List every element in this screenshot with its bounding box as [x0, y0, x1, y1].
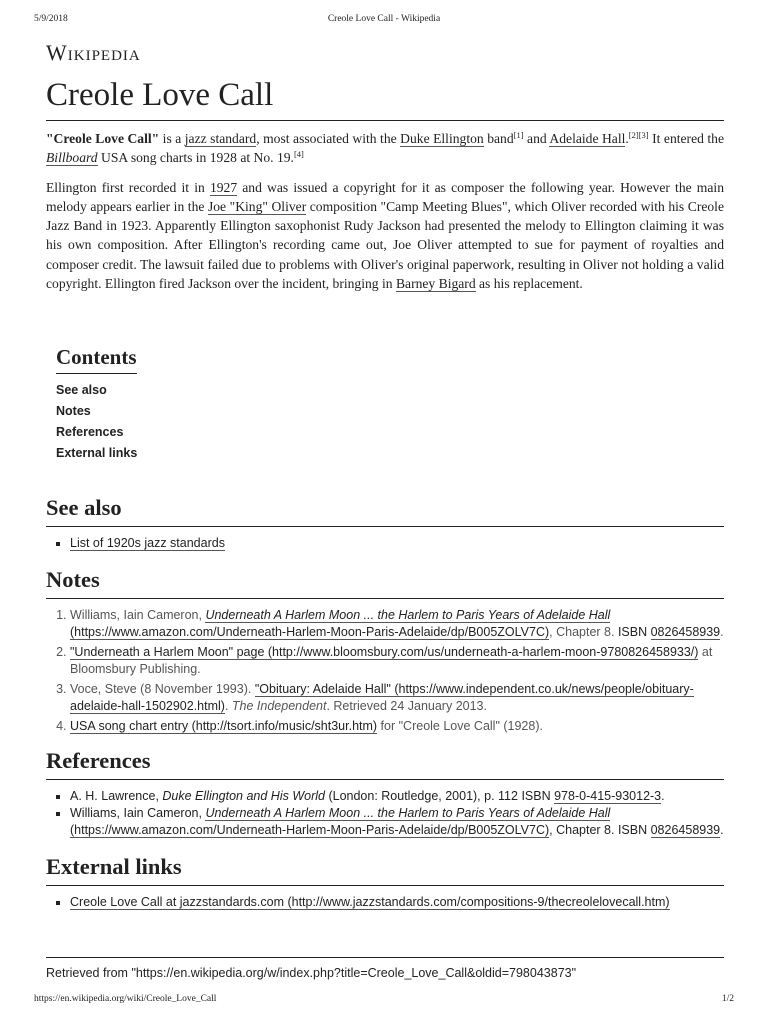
text: . — [224, 699, 232, 714]
link-jazzstandards[interactable]: Creole Love Call at jazzstandards.com (http://www.jazzstandards.com/compositions-9/thecreolelovecall.htm) — [70, 895, 670, 910]
article-content — [46, 74, 724, 911]
lead-term: "Creole Love Call" — [46, 131, 160, 146]
text: (London: Routledge, 2001), p. 112 — [324, 789, 522, 804]
link-usa-song-chart-entry[interactable]: USA song chart entry (http://tsort.info/music/sht3ur.htm) — [70, 719, 378, 734]
link-billboard[interactable]: Billboard — [46, 150, 98, 166]
heading-references: References — [46, 747, 724, 780]
link-joe-king-oliver[interactable]: Joe "King" Oliver — [207, 198, 307, 214]
link-isbn[interactable]: ISBN — [521, 789, 551, 804]
link-bloomsbury-page[interactable]: "Underneath a Harlem Moon" page (http://www.bloomsbury.com/us/underneath-a-harlem-moon-9780826458933/) — [70, 645, 699, 660]
intro-paragraph — [46, 129, 724, 168]
link-adelaide-hall[interactable]: Adelaide Hall — [549, 131, 626, 146]
text: , Chapter 8. — [549, 823, 618, 838]
text: Ellington first recorded it in — [46, 179, 210, 195]
link-isbn-value[interactable]: 0826458939 — [650, 823, 721, 838]
section-see-also — [46, 494, 724, 552]
wikipedia-wordmark[interactable] — [46, 40, 141, 66]
text: Underneath A Harlem Moon ... the Harlem to Paris Years of Adelaide Hall — [205, 608, 611, 623]
citation-1[interactable]: [1] — [513, 130, 524, 140]
toc-item-notes[interactable]: Notes — [56, 404, 91, 419]
reference-2 — [70, 805, 724, 839]
heading-external-links: External links — [46, 853, 724, 886]
page-title: Creole Love Call — [46, 74, 724, 121]
text: . — [625, 131, 629, 146]
note-1 — [70, 607, 724, 641]
wordmark-text: Wikipedia — [46, 40, 141, 65]
text: Voce, Steve (8 November 1993). — [70, 682, 255, 697]
text: as his replacement. — [475, 276, 583, 292]
section-notes — [46, 566, 724, 735]
text: . — [661, 789, 665, 804]
text: Williams, Iain Cameron, — [70, 806, 206, 821]
text: (https://www.amazon.com/Underneath-Harlem-Moon-Paris-Adelaide/dp/B005ZOLV7C) — [70, 625, 550, 640]
text: , most associated with the — [256, 131, 401, 146]
link-isbn-value[interactable]: 978-0-415-93012-3 — [554, 789, 662, 804]
link-duke-ellington[interactable]: Duke Ellington — [400, 131, 484, 146]
print-date: 5/9/2018 — [34, 14, 68, 24]
text: , Chapter 8. — [549, 625, 618, 640]
text: A. H. Lawrence, — [70, 789, 163, 804]
citation-4[interactable]: [4] — [293, 149, 304, 160]
text: (https://www.amazon.com/Underneath-Harlem-Moon-Paris-Adelaide/dp/B005ZOLV7C) — [70, 823, 550, 838]
link-jazz-standard[interactable]: jazz standard — [184, 131, 257, 146]
list-item — [70, 894, 724, 911]
text: Duke Ellington and His World — [162, 789, 325, 804]
print-header — [34, 14, 734, 28]
heading-notes: Notes — [46, 566, 724, 599]
print-page-number: 1/2 — [721, 994, 734, 1004]
table-of-contents — [56, 345, 724, 464]
history-paragraph — [46, 178, 724, 294]
section-references — [46, 747, 724, 839]
link-isbn[interactable]: ISBN — [617, 625, 648, 640]
reference-1 — [70, 788, 724, 805]
text: Underneath A Harlem Moon ... the Harlem to Paris Years of Adelaide Hall — [205, 806, 611, 821]
link-1920s-jazz-standards[interactable]: List of 1920s jazz standards — [70, 536, 225, 551]
text: band — [483, 131, 514, 146]
list-item — [70, 535, 724, 552]
text: . — [720, 823, 724, 838]
text: It entered the — [648, 131, 725, 146]
text: for "Creole Love Call" (1928). — [377, 719, 543, 734]
note-2 — [70, 644, 724, 678]
text: . Retrieved 24 January 2013. — [326, 699, 487, 714]
note-3 — [70, 681, 724, 715]
print-footer — [34, 994, 734, 1008]
print-title: Creole Love Call - Wikipedia — [327, 14, 441, 24]
section-external-links — [46, 853, 724, 911]
text: at Bloomsbury Publishing. — [70, 645, 713, 677]
text: Williams, Iain Cameron, — [70, 608, 206, 623]
citation-2-3[interactable]: [2][3] — [628, 130, 649, 140]
text: and was issued a copyright for it as composer the following year. However the main melody appears earlier in the — [46, 179, 724, 214]
link-barney-bigard[interactable]: Barney Bigard — [395, 276, 476, 292]
link-isbn[interactable]: ISBN — [617, 823, 648, 838]
note-4 — [70, 718, 724, 735]
link-isbn-value[interactable]: 0826458939 — [650, 625, 721, 640]
retrieved-from: Retrieved from "https://en.wikipedia.org/w/index.php?title=Creole_Love_Call&oldid=798043873" — [46, 957, 724, 980]
text: The Independent — [231, 699, 327, 714]
toc-item-external-links[interactable]: External links — [56, 446, 138, 461]
text: and — [523, 131, 550, 146]
print-url: https://en.wikipedia.org/wiki/Creole_Love_Call — [34, 994, 217, 1004]
text: . — [720, 625, 724, 640]
heading-see-also: See also — [46, 494, 724, 527]
toc-title: Contents — [56, 345, 137, 374]
text: composition "Camp Meeting Blues", which Oliver recorded with his Creole Jazz Band in 1923. Apparently Ellington saxophonist Rudy Jackson had presented the melody to Ellington claiming it was his own composition. After Ellington's recording came out, Joe Oliver attempted to sue for payment of royalties and composer credit. The lawsuit failed due to problems with Oliver's original paperwork, resulting in Oliver not holding a valid copyright. Ellington fired Jackson over the incident, bringing in — [46, 198, 724, 292]
link-obituary-adelaide-hall[interactable]: "Obituary: Adelaide Hall" (https://www.independent.co.uk/news/people/obituary-adelaide-hall-1502902.html) — [70, 682, 694, 714]
text: is a — [159, 131, 185, 146]
text: USA song charts in 1928 at No. 19. — [97, 150, 294, 166]
link-1927[interactable]: 1927 — [209, 179, 238, 195]
toc-item-references[interactable]: References — [56, 425, 124, 440]
toc-item-see-also[interactable]: See also — [56, 383, 107, 398]
